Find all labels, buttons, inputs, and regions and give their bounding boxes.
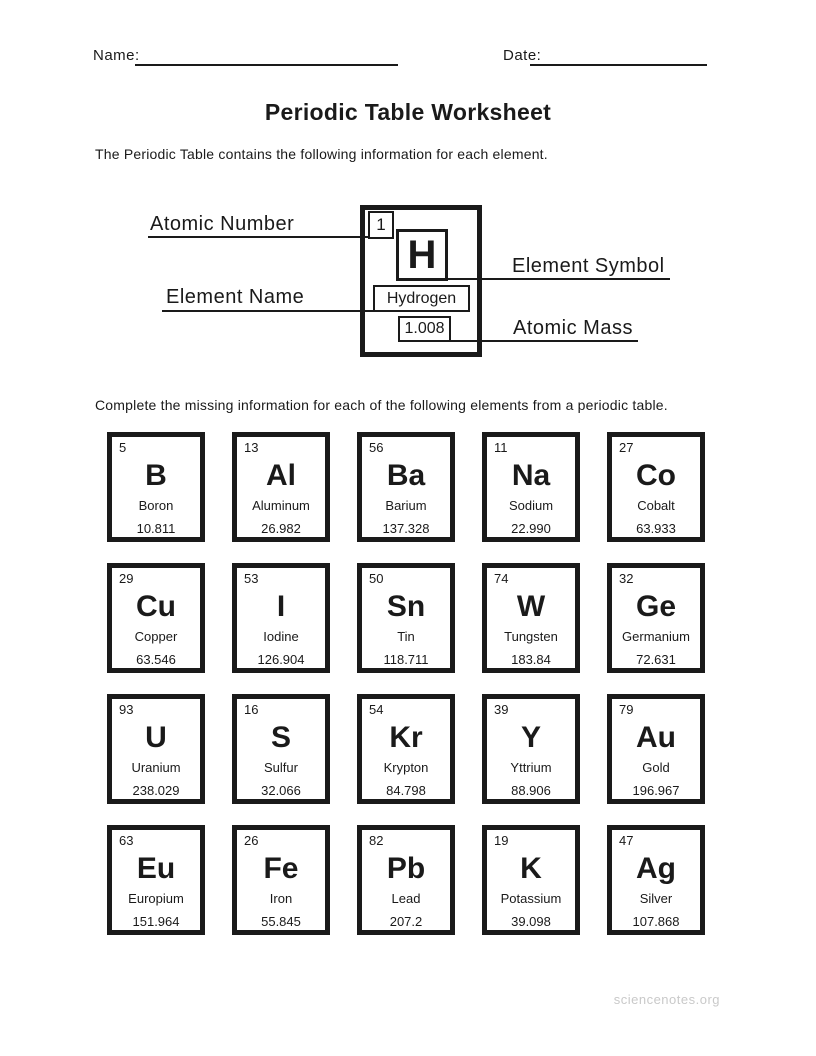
element-symbol: Al (266, 459, 296, 492)
element-name-label: Element Name (166, 286, 305, 308)
element-atomic-mass: 88.906 (511, 783, 551, 798)
element-atomic-mass: 63.546 (136, 652, 176, 667)
element-card (357, 432, 455, 542)
element-atomic-mass: 151.964 (132, 914, 180, 929)
element-card (107, 563, 205, 673)
date-blank-line (530, 64, 707, 66)
element-symbol: S (270, 721, 291, 754)
element-atomic-mass: 238.029 (132, 783, 180, 798)
example-symbol-box: H (396, 229, 448, 281)
element-atomic-mass: 84.798 (386, 783, 426, 798)
element-name: Sodium (508, 498, 554, 513)
element-atomic-number: 13 (244, 440, 259, 455)
name-blank-line (135, 64, 398, 66)
element-card (607, 825, 705, 935)
element-atomic-mass: 118.711 (383, 652, 429, 667)
element-atomic-number: 50 (369, 571, 384, 586)
atomic-number-pointer-line (148, 236, 368, 238)
element-name: Gold (642, 760, 670, 775)
element-name: Yttrium (510, 760, 552, 775)
element-atomic-number: 39 (494, 702, 509, 717)
element-atomic-number: 26 (244, 833, 259, 848)
element-card (357, 563, 455, 673)
element-card (232, 563, 330, 673)
element-atomic-number: 93 (119, 702, 134, 717)
element-atomic-mass: 107.868 (632, 914, 680, 929)
element-name: Krypton (383, 760, 429, 775)
element-symbol-label: Element Symbol (512, 255, 665, 277)
element-symbol: B (145, 459, 167, 492)
element-atomic-mass: 32.066 (261, 783, 301, 798)
element-card (482, 432, 580, 542)
element-card (482, 563, 580, 673)
element-name: Europium (128, 891, 184, 906)
element-name: Aluminum (252, 498, 310, 513)
name-label: Name: (93, 47, 140, 64)
atomic-mass-label: Atomic Mass (513, 317, 633, 339)
element-name: Tin (397, 629, 415, 644)
element-atomic-mass: 207.2 (389, 914, 423, 929)
element-symbol: Y (520, 721, 541, 754)
element-card (107, 825, 205, 935)
example-name-box: Hydrogen (373, 285, 470, 312)
element-symbol: Na (511, 459, 551, 492)
element-card (232, 432, 330, 542)
element-atomic-mass: 126.904 (257, 652, 305, 667)
element-atomic-number: 29 (119, 571, 134, 586)
element-symbol: Ge (635, 590, 677, 623)
element-atomic-number: 47 (619, 833, 634, 848)
element-card (232, 694, 330, 804)
element-card (482, 694, 580, 804)
element-symbol: Sn (386, 590, 426, 623)
element-name: Barium (385, 498, 427, 513)
element-name: Uranium (131, 760, 181, 775)
element-card (107, 432, 205, 542)
element-symbol: Kr (389, 721, 423, 754)
element-atomic-number: 53 (244, 571, 259, 586)
example-atomic-number-box: 1 (368, 211, 394, 239)
element-card (232, 825, 330, 935)
elements-grid (107, 432, 707, 935)
element-atomic-mass: 183.84 (511, 652, 551, 667)
footer-watermark: sciencenotes.org (613, 992, 720, 1007)
element-atomic-number: 79 (619, 702, 634, 717)
element-atomic-number: 56 (369, 440, 384, 455)
element-atomic-number: 27 (619, 440, 634, 455)
element-symbol: Fe (263, 852, 299, 885)
element-card (357, 825, 455, 935)
element-name: Lead (391, 891, 421, 906)
element-name: Tungsten (504, 629, 558, 644)
element-atomic-mass: 63.933 (636, 521, 676, 536)
element-symbol: Ba (386, 459, 426, 492)
element-symbol: I (276, 590, 286, 623)
element-name: Copper (134, 629, 178, 644)
element-name: Germanium (622, 629, 690, 644)
element-atomic-mass: 39.098 (511, 914, 551, 929)
element-name: Potassium (500, 891, 562, 906)
element-atomic-number: 5 (119, 440, 127, 455)
element-name: Cobalt (637, 498, 675, 513)
element-name: Iron (269, 891, 293, 906)
element-atomic-number: 19 (494, 833, 509, 848)
atomic-number-label: Atomic Number (150, 213, 295, 235)
element-name-pointer-line (162, 310, 373, 312)
element-symbol: U (145, 721, 167, 754)
element-atomic-mass: 55.845 (261, 914, 301, 929)
instructions-text: Complete the missing information for each of the following elements from a periodic table. (95, 397, 668, 413)
element-atomic-number: 16 (244, 702, 259, 717)
element-symbol: K (520, 852, 542, 885)
element-name: Sulfur (264, 760, 298, 775)
element-name: Iodine (263, 629, 299, 644)
element-atomic-mass: 137.328 (382, 521, 430, 536)
element-atomic-mass: 26.982 (261, 521, 301, 536)
element-atomic-mass: 10.811 (136, 521, 176, 536)
element-card (607, 694, 705, 804)
element-atomic-number: 74 (494, 571, 509, 586)
element-card (357, 694, 455, 804)
element-symbol: Eu (136, 852, 176, 885)
element-atomic-mass: 196.967 (632, 783, 680, 798)
element-card (607, 432, 705, 542)
element-atomic-number: 32 (619, 571, 634, 586)
element-symbol: Cu (136, 590, 176, 623)
element-atomic-mass: 72.631 (636, 652, 676, 667)
element-atomic-number: 54 (369, 702, 384, 717)
element-atomic-number: 82 (369, 833, 384, 848)
element-symbol: Au (636, 721, 676, 754)
element-atomic-number: 63 (119, 833, 134, 848)
element-symbol: Pb (386, 852, 426, 885)
example-mass-box: 1.008 (398, 316, 451, 342)
element-symbol: Co (636, 459, 676, 492)
element-atomic-mass: 22.990 (511, 521, 551, 536)
element-symbol: Ag (636, 852, 676, 885)
element-atomic-number: 11 (494, 440, 508, 455)
intro-text: The Periodic Table contains the following information for each element. (95, 146, 548, 162)
element-card (107, 694, 205, 804)
element-card (482, 825, 580, 935)
element-symbol: W (516, 590, 546, 623)
element-name: Silver (639, 891, 673, 906)
date-label: Date: (503, 47, 542, 64)
element-name: Boron (138, 498, 174, 513)
element-card (607, 563, 705, 673)
page-title: Periodic Table Worksheet (264, 99, 552, 125)
